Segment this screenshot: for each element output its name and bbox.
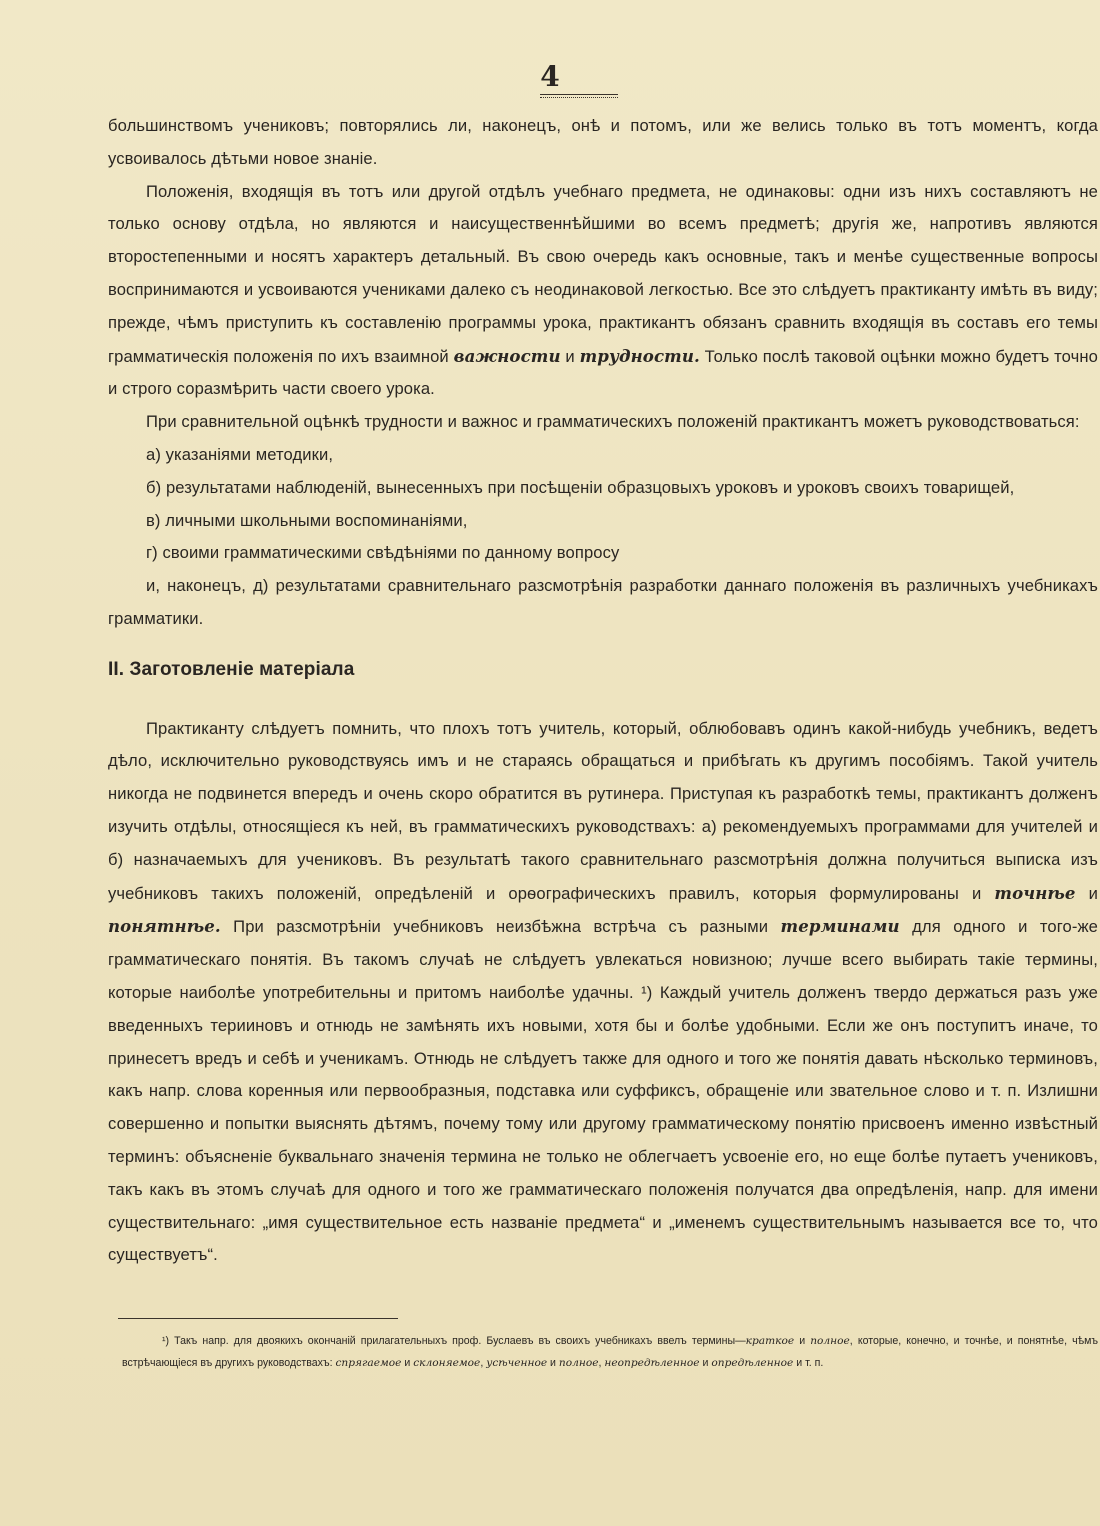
page-number: 4 xyxy=(540,60,560,93)
footnote-text: ¹) Такъ напр. для двоякихъ окончаній прилагательныхъ проф. Буслаевъ въ своихъ учебникахъ ввелъ термины—краткое и полное, которые, конечно, и точнѣе, и понятнѣе, чѣмъ встрѣчающіеся въ другихъ руководствахъ: спрягаемое и склоняемое, усѣченное и полное, неопредѣленное и опредѣленное и т. п. xyxy=(122,1335,1099,1369)
paragraph-1: большинствомъ учениковъ; повторялись ли, наконецъ, онѣ и потомъ, или же велись только въ тотъ моментъ, когда усвоивалось дѣтьми новое знаніе. xyxy=(108,116,1098,168)
emphasis-word: важности xyxy=(453,345,561,366)
section-heading: II. Заготовленіе матеріала xyxy=(108,658,355,680)
footnote-rule xyxy=(118,1318,398,1319)
list-item-a: а) указаніями методики, xyxy=(146,444,334,464)
paragraph-2: Положенія, входящія въ тотъ или другой отдѣлъ учебнаго предмета, не одинаковы: одни изъ нихъ составляютъ не только основу отдѣла, но являются и наисущественнѣйшими во всемъ предметѣ; другія же, напротивъ являются второстепенными и носятъ характеръ детальный. Въ свою очередь какъ основные, такъ и менѣе существенные вопросы воспринимаются и усвоиваются учениками далеко съ неодинаковой легкостью. Все это слѣдуетъ практиканту имѣть въ виду; прежде, чѣмъ приступить къ составленію программы урока, практикантъ обязанъ сравнить входящія въ составъ его темы грамматическія положенія по ихъ взаимной важности и трудности. Только послѣ таковой оцѣнки можно будетъ точно и строго соразмѣрить части своего урока. xyxy=(108,181,1098,399)
list-item-v: в) личными школьными воспоминаніями, xyxy=(146,510,468,530)
paragraph-3: При сравнительной оцѣнкѣ трудности и важнос и грамматическихъ положеній практикантъ можетъ руководствоваться: xyxy=(146,412,1080,432)
footnote xyxy=(122,1330,1098,1374)
paragraph-4: Практиканту слѣдуетъ помнить, что плохъ тотъ учитель, который, облюбовавъ одинъ какой-нибудь учебникъ, ведетъ дѣло, исключительно руководствуясь имъ и не стараясь обращаться и прибѣгать къ другимъ пособіямъ. Такой учитель никогда не подвинется впередъ и очень скоро обратится въ рутинера. Приступая къ разработкѣ темы, практикантъ долженъ изучить отдѣлы, относящіеся къ ней, въ грамматическихъ руководствахъ: а) рекомендуемыхъ программами для учителей и б) назначаемыхъ для учениковъ. Въ результатѣ такого сравнительнаго разсмотрѣнія должна получиться выписка изъ учебниковъ такихъ положеній, опредѣленій и орѳографическихъ правилъ, которыя формулированы и точнѣе и понятнѣе. При разсмотрѣніи учебниковъ неизбѣжна встрѣча съ разными терминами для одного и того-же грамматическаго понятія. Въ такомъ случаѣ не слѣдуетъ увлекаться новизною; лучше всего выбирать такіе термины, которые наиболѣе употребительны и притомъ наиболѣе удачны. ¹) Каждый учитель долженъ твердо держаться разъ уже введенныхъ терииновъ и отнюдь не замѣнять ихъ новыми, хотя бы и болѣе удобными. Если же онъ поступитъ иначе, то принесетъ вредъ и себѣ и ученикамъ. Отнюдь не слѣдуетъ также для одного и того же понятія давать нѣсколько терминовъ, какъ напр. слова коренныя или первообразныя, подставка или суффиксъ, обращеніе или звательное слово и т. п. Излишни совершенно и попытки выяснять дѣтямъ, почему тому или другому грамматическому понятію присвоенъ именно извѣстный терминъ: объясненіе буквальнаго значенія термина не только не облегчаетъ усвоеніе его, но еще болѣе путаетъ учениковъ, такъ какъ въ этомъ случаѣ для одного и того же грамматическаго положенія получатся два опредѣленія, напр. для имени существительнаго: „имя существительное есть названіе предмета“ и „именемъ существительнымъ называется все то, что существуетъ“. xyxy=(108,718,1098,1265)
list-item-d: и, наконецъ, д) результатами сравнительнаго разсмотрѣнія разработки даннаго положенія въ различныхъ учебникахъ грамматики. xyxy=(108,576,1098,628)
list-item-b: б) результатами наблюденій, вынесенныхъ при посѣщеніи образцовыхъ уроковъ и уроковъ своихъ товарищей, xyxy=(146,477,1015,497)
emphasis-word: понятнѣе. xyxy=(108,916,221,937)
page-number-ornament xyxy=(540,94,618,98)
emphasis-word: терминами xyxy=(780,916,900,937)
emphasis-word: точнѣе xyxy=(994,882,1076,903)
body-text xyxy=(108,110,1098,1272)
emphasis-word: трудности. xyxy=(579,345,700,366)
list-item-g: г) своими грамматическими свѣдѣніями по данному вопросу xyxy=(146,543,620,563)
